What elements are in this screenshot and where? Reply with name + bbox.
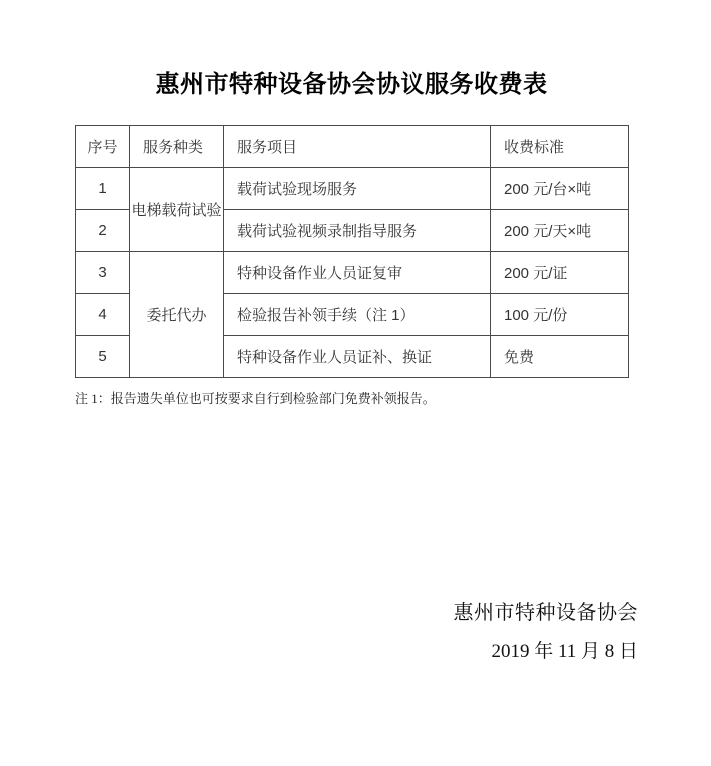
fee-cell: 100 元/份 bbox=[491, 294, 629, 336]
table-row bbox=[76, 168, 629, 210]
table-header-row bbox=[76, 126, 629, 168]
service-item-cell: 检验报告补领手续（注 1） bbox=[224, 294, 491, 336]
row-number-cell: 4 bbox=[76, 294, 130, 336]
signature-organization: 惠州市特种设备协会 bbox=[453, 602, 638, 624]
fee-cell: 200 元/天×吨 bbox=[491, 210, 629, 252]
category-cell-agency-service: 委托代办 bbox=[130, 252, 224, 378]
table-row bbox=[76, 252, 629, 294]
row-number-cell: 5 bbox=[76, 336, 130, 378]
signature-date: 2019 年 11 月 8 日 bbox=[491, 641, 638, 662]
service-item-cell: 载荷试验现场服务 bbox=[224, 168, 491, 210]
column-header-item: 服务项目 bbox=[224, 126, 491, 168]
column-header-category: 服务种类 bbox=[130, 126, 224, 168]
fee-cell: 免费 bbox=[491, 336, 629, 378]
service-item-cell: 特种设备作业人员证补、换证 bbox=[224, 336, 491, 378]
signature-block bbox=[454, 601, 639, 664]
service-item-cell: 载荷试验视频录制指导服务 bbox=[224, 210, 491, 252]
column-header-fee: 收费标准 bbox=[491, 126, 629, 168]
fee-cell: 200 元/台×吨 bbox=[491, 168, 629, 210]
category-cell-elevator-load-test: 电梯载荷试验 bbox=[130, 168, 224, 252]
row-number-cell: 1 bbox=[76, 168, 130, 210]
footnote: 注 1：报告遗失单位也可按要求自行到检验部门免费补领报告。 bbox=[75, 391, 436, 406]
column-header-no: 序号 bbox=[76, 126, 130, 168]
row-number-cell: 2 bbox=[76, 210, 130, 252]
fee-table bbox=[75, 125, 629, 378]
page-title: 惠州市特种设备协会协议服务收费表 bbox=[155, 72, 548, 98]
row-number-cell: 3 bbox=[76, 252, 130, 294]
service-item-cell: 特种设备作业人员证复审 bbox=[224, 252, 491, 294]
fee-cell: 200 元/证 bbox=[491, 252, 629, 294]
